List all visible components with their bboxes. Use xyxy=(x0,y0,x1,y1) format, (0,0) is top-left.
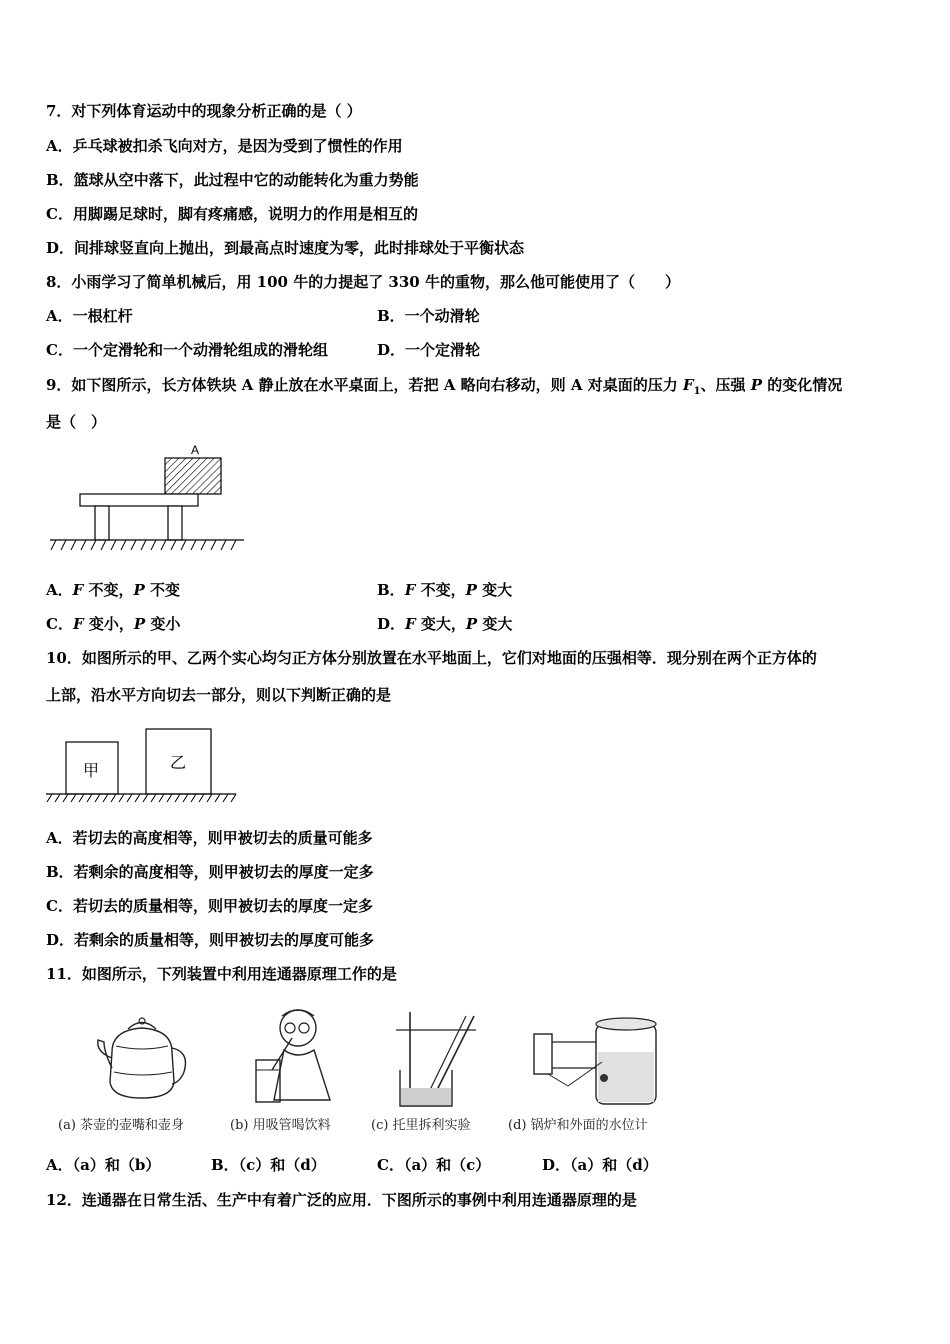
q10-figure-cubes xyxy=(44,726,240,806)
q9-stem-part2: 、压强 xyxy=(700,376,751,394)
q8-stem: 8．小雨学习了简单机械后，用 100 牛的力提起了 330 牛的重物，那么他可能使用了（ ） xyxy=(46,273,680,291)
q7-option-d[interactable]: D．间排球竖直向上抛出，到最高点时速度为零，此时排球处于平衡状态 xyxy=(46,239,525,257)
q7-option-b[interactable]: B．篮球从空中落下，此过程中它的动能转化为重力势能 xyxy=(46,171,419,189)
q9-option-b-var1: F xyxy=(404,581,416,599)
q9-option-d-text1: 变大， xyxy=(415,615,466,633)
q9-stem-line2: 是（ ） xyxy=(46,413,107,431)
q9-option-b-text1: 不变， xyxy=(415,581,466,599)
q9-option-d-text2: 变大 xyxy=(477,615,513,633)
q9-option-d-var2: P xyxy=(465,615,478,633)
q9-force-symbol: F xyxy=(682,376,694,394)
q9-option-c-text2: 变小 xyxy=(145,615,181,633)
q9-ground-hatching xyxy=(51,540,236,550)
q9-option-c-prefix: C． xyxy=(46,615,73,633)
q9-stem xyxy=(46,375,842,402)
q9-option-d-prefix: D． xyxy=(377,615,406,633)
q11-figure-teapot xyxy=(92,1012,192,1104)
q9-option-c[interactable] xyxy=(46,614,180,634)
q9-option-b-var2: P xyxy=(465,581,477,599)
q9-option-a-prefix: A． xyxy=(46,581,73,599)
q9-table-leg-right xyxy=(168,506,182,540)
q10-ground-hatching xyxy=(47,794,236,802)
q8-option-a[interactable]: A．一根杠杆 xyxy=(46,307,133,325)
q10-option-d[interactable]: D．若剩余的质量相等，则甲被切去的厚度可能多 xyxy=(46,931,375,949)
q11-figure-boiler xyxy=(528,1012,668,1110)
q10-option-b[interactable]: B．若剩余的高度相等，则甲被切去的厚度一定多 xyxy=(46,863,374,881)
q11-option-a[interactable]: A．（a）和（b） xyxy=(46,1156,161,1174)
q10-cube-yi-label: 乙 xyxy=(170,753,187,772)
q9-option-c-var1: F xyxy=(72,615,84,633)
q11-figure-torricelli xyxy=(390,1010,482,1110)
q9-pressure-symbol: P xyxy=(750,376,763,394)
q9-table-leg-left xyxy=(95,506,109,540)
q11-caption-b: (b) 用吸管喝饮料 xyxy=(230,1118,331,1133)
q10-stem-line1: 10．如图所示的甲、乙两个实心均匀正方体分别放置在水平地面上，它们对地面的压强相等．现分别在两个正方体的 xyxy=(46,649,817,667)
q9-option-c-text1: 变小， xyxy=(83,615,134,633)
q10-cube-jia-label: 甲 xyxy=(83,761,100,780)
q11-caption-a: (a) 茶壶的壶嘴和壶身 xyxy=(58,1118,185,1133)
q11-option-b[interactable]: B．（c）和（d） xyxy=(211,1156,326,1174)
q9-option-d-var1: F xyxy=(405,615,416,633)
q9-block-label: A xyxy=(191,443,200,457)
q9-block-a xyxy=(165,458,221,494)
q12-stem: 12．连通器在日常生活、生产中有着广泛的应用．下图所示的事例中利用连通器原理的是 xyxy=(46,1191,637,1209)
q9-option-a-var2: P xyxy=(133,581,145,599)
q7-option-a[interactable]: A．乒乓球被扣杀飞向对方，是因为受到了惯性的作用 xyxy=(46,137,403,155)
q10-option-a[interactable]: A．若切去的高度相等，则甲被切去的质量可能多 xyxy=(46,829,373,847)
q7-option-c[interactable]: C．用脚踢足球时，脚有疼痛感，说明力的作用是相互的 xyxy=(46,205,418,223)
q9-option-a-text1: 不变， xyxy=(83,581,134,599)
q10-option-c[interactable]: C．若切去的质量相等，则甲被切去的厚度一定多 xyxy=(46,897,373,915)
q10-stem-line2: 上部，沿水平方向切去一部分，则以下判断正确的是 xyxy=(46,686,392,704)
q9-option-c-var2: P xyxy=(133,615,146,633)
q9-stem-part3: 的变化情况 xyxy=(762,376,843,394)
q9-option-b-prefix: B． xyxy=(377,581,405,599)
q11-option-c[interactable]: C．（a）和（c） xyxy=(377,1156,491,1174)
q8-option-d[interactable]: D．一个定滑轮 xyxy=(377,341,481,359)
q9-tabletop xyxy=(80,494,198,506)
q9-force-subscript: 1 xyxy=(693,386,701,397)
q7-stem: 7．对下列体育运动中的现象分析正确的是（ ） xyxy=(46,102,362,120)
q11-stem: 11．如图所示，下列装置中利用连通器原理工作的是 xyxy=(46,965,397,983)
q9-option-d[interactable] xyxy=(377,614,512,634)
q8-option-b[interactable]: B．一个动滑轮 xyxy=(377,307,480,325)
q8-option-c[interactable]: C．一个定滑轮和一个动滑轮组成的滑轮组 xyxy=(46,341,328,359)
q9-option-a-text2: 不变 xyxy=(144,581,181,599)
q11-option-d[interactable]: D．（a）和（d） xyxy=(542,1156,658,1174)
q11-figure-straw xyxy=(244,1000,336,1110)
q9-option-a[interactable] xyxy=(46,580,180,600)
q9-stem-part1: 9．如下图所示，长方体铁块 A 静止放在水平桌面上，若把 A 略向右移动，则 A 对桌面的压力 xyxy=(46,376,683,394)
q9-figure-table-block xyxy=(48,440,252,558)
q9-option-a-var1: F xyxy=(72,581,84,599)
q11-caption-d: (d) 锅炉和外面的水位计 xyxy=(508,1118,648,1133)
q9-option-b[interactable] xyxy=(377,580,512,600)
q9-option-b-text2: 变大 xyxy=(476,581,513,599)
q11-caption-c: (c) 托里拆利实验 xyxy=(371,1118,471,1133)
